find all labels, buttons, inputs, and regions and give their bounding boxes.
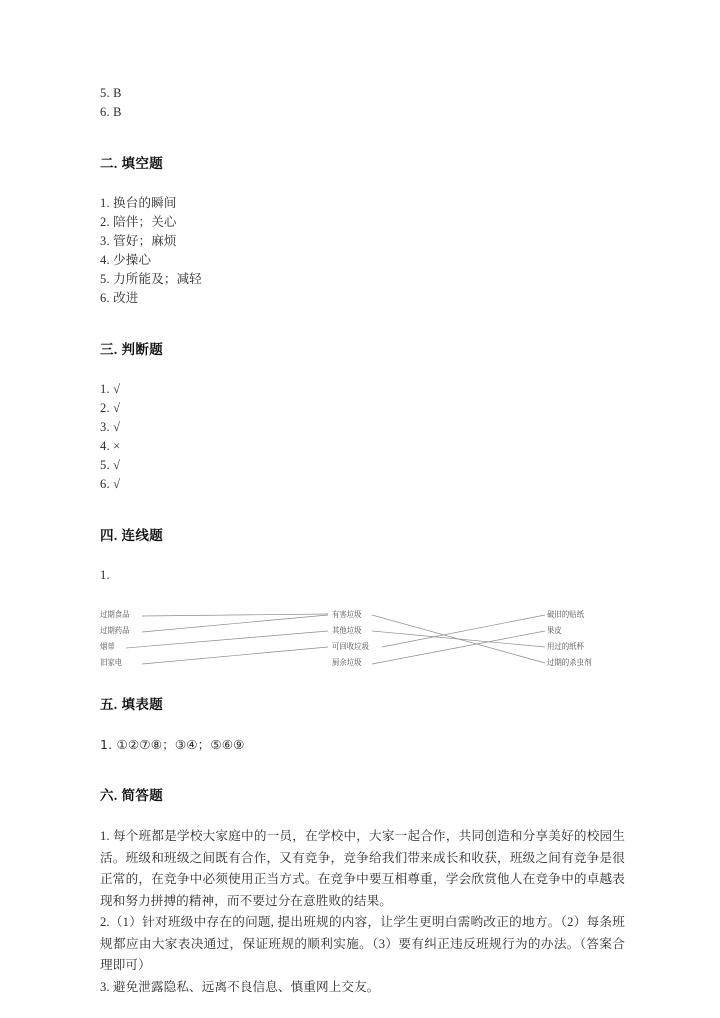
matching-right-item: 破旧的贴纸	[547, 609, 584, 620]
answer-line: 6. √	[100, 477, 121, 491]
answer-line: 3. 管好；麻烦	[100, 234, 177, 248]
answer-line: 4. 少操心	[100, 253, 152, 267]
short-answer-paragraph: 2.（1）针对班级中存在的问题, 提出班规的内容，让学生更明白需哟改正的地方。（2）每条班规都应由大家表决通过，保证班规的顺利实施。（3）要有纠正违反班规行为的办法。（答案合理即可）	[100, 915, 625, 972]
answer-line: 3. √	[100, 420, 121, 434]
link-line	[142, 615, 328, 632]
section-heading-true-false: 三. 判断题	[100, 342, 164, 357]
link-line	[372, 631, 545, 664]
short-answer-body	[100, 826, 625, 998]
link-line	[382, 615, 545, 647]
matching-right-item: 果皮	[547, 625, 562, 636]
answer-line: 5. B	[100, 86, 122, 100]
matching-right-item: 用过的纸杯	[547, 641, 584, 652]
matching-item-number: 1.	[100, 568, 110, 582]
section-heading-matching: 四. 连线题	[100, 528, 164, 543]
matching-middle-item: 有害垃圾	[332, 609, 362, 620]
left-to-middle-lines	[126, 614, 328, 664]
answer-line: 5. 力所能及；减轻	[100, 272, 203, 286]
answer-list-fill-in-blank	[100, 194, 625, 308]
short-answer-paragraph: 1. 每个班都是学校大家庭中的一员，在学校中，大家一起合作，共同创造和分享美好的校园生活。班级和班级之间既有合作，又有竞争，竞争给我们带来成长和收获，班级之间有竞争是很正常的，在竞争中必须使用正当方式。在竞争中要互相尊重，学会欣赏他人在竞争中的卓越表现和努力拼搏的精神，而不要过分在意胜败的结果。	[100, 829, 625, 908]
answer-list-top	[100, 84, 625, 122]
middle-to-right-lines	[372, 615, 545, 664]
matching-left-item: 过期食品	[100, 609, 130, 620]
link-line	[126, 631, 328, 648]
matching-middle-item: 厨余垃圾	[332, 657, 362, 668]
link-line	[142, 647, 328, 664]
matching-left-item: 过期药品	[100, 625, 130, 636]
matching-left-item: 旧家电	[100, 657, 123, 668]
matching-middle-item: 其他垃圾	[332, 625, 362, 636]
answer-line: 6. 改进	[100, 291, 139, 305]
answer-line: 4. ×	[100, 439, 121, 453]
link-line	[142, 614, 328, 616]
link-line	[372, 631, 545, 647]
answer-line: 5. √	[100, 458, 121, 472]
answer-line: 6. B	[100, 105, 122, 119]
answer-line: 1. ①②⑦⑧；③④；⑤⑥⑨	[100, 737, 245, 752]
matching-diagram	[100, 599, 625, 671]
answer-line: 1. 换台的瞬间	[100, 196, 177, 210]
matching-middle-item: 可回收垃圾	[332, 641, 369, 652]
answer-line: 2. √	[100, 401, 121, 415]
document-body	[100, 84, 625, 998]
section-heading-fill-table: 五. 填表题	[100, 697, 164, 712]
answer-line: 1. √	[100, 382, 121, 396]
section-heading-short-answer: 六. 简答题	[100, 788, 164, 803]
answer-list-true-false	[100, 380, 625, 494]
matching-left-item: 烟蒂	[100, 641, 115, 652]
section-heading-fill-in-blank: 二. 填空题	[100, 156, 164, 171]
matching-right-item: 过期的杀虫剂	[547, 657, 592, 668]
answer-line: 2. 陪伴；关心	[100, 215, 177, 229]
short-answer-paragraph: 3. 避免泄露隐私、远离不良信息、慎重网上交友。	[100, 979, 380, 994]
